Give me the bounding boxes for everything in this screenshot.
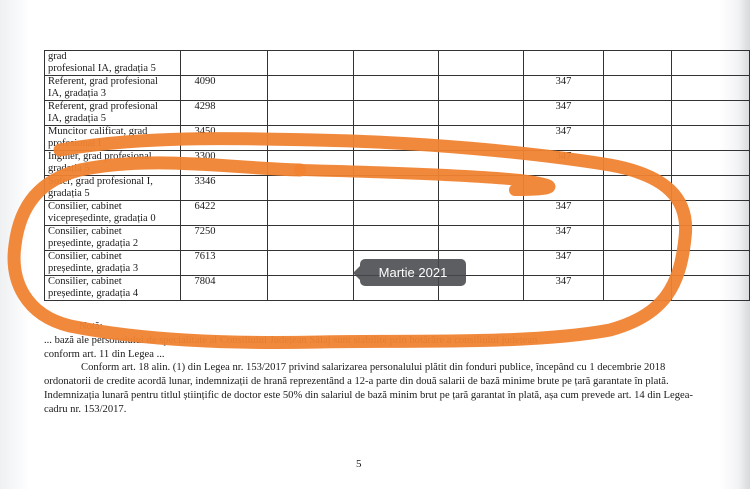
table-row <box>45 176 750 201</box>
empty-cell <box>353 126 438 151</box>
amount-cell: 347 <box>524 101 604 126</box>
salary-cell: 7804 <box>180 276 268 301</box>
function-cell: Consilier, cabinet vicepreședinte, gradația 0 <box>45 201 181 226</box>
page-number: 5 <box>356 458 362 470</box>
empty-cell <box>438 101 523 126</box>
empty-cell <box>353 51 438 76</box>
empty-cell <box>603 76 671 101</box>
empty-cell <box>268 126 353 151</box>
empty-cell <box>268 226 353 251</box>
amount-cell <box>524 176 604 201</box>
empty-cell <box>603 201 671 226</box>
table-row <box>45 151 750 176</box>
function-cell: grad profesional IA, gradația 5 <box>45 51 181 76</box>
note-label: Notă: <box>79 321 103 332</box>
empty-cell <box>353 151 438 176</box>
function-cell: Consilier, cabinet președinte, gradația 3 <box>45 251 181 276</box>
function-cell: Referent, grad profesional IA, gradația 3 <box>45 76 181 101</box>
empty-cell <box>438 76 523 101</box>
note-line-2: conform art. 11 din Legea ... <box>44 348 165 360</box>
salary-cell <box>180 51 268 76</box>
empty-cell <box>603 101 671 126</box>
note-line-1: ... bază ale personalului de specialitate al Consiliului Județean Sălaj sunt stabilite prin hotărâre a consiliului județean <box>44 334 538 346</box>
empty-cell <box>353 76 438 101</box>
empty-cell <box>603 151 671 176</box>
salary-cell: 7250 <box>180 226 268 251</box>
empty-cell <box>268 151 353 176</box>
salary-cell: 7613 <box>180 251 268 276</box>
empty-cell <box>438 126 523 151</box>
empty-cell <box>268 201 353 226</box>
note-paragraph: Conform art. 18 alin. (1) din Legea nr. 153/2017 privind salarizarea personalului plătit din fonduri publice, începând cu 1 decembrie 2018 ordonatorii de credite acordă lunar, indemnizații de hrană reprezentând a 12-a parte din două salarii de bază minime brute pe țară garantate în plată. Indemnizația lunară pentru titlul științific de doctor este 50% din salariul de bază minim brut pe țară garantat în plată, așa cum prevede art. 14 din Legea-cadru nr. 153/2017. <box>44 362 693 415</box>
salary-cell: 3450 <box>180 126 268 151</box>
empty-cell <box>268 176 353 201</box>
function-cell: Șofer, grad profesional I, gradația 5 <box>45 176 181 201</box>
amount-cell: 347 <box>524 201 604 226</box>
function-cell: Consilier, cabinet președinte, gradația 4 <box>45 276 181 301</box>
empty-cell <box>603 276 671 301</box>
table-row <box>45 51 750 76</box>
function-cell: Consilier, cabinet președinte, gradația 2 <box>45 226 181 251</box>
table-row <box>45 76 750 101</box>
salary-cell: 3300 <box>180 151 268 176</box>
amount-cell: 347 <box>524 276 604 301</box>
empty-cell <box>438 201 523 226</box>
empty-cell <box>353 201 438 226</box>
empty-cell <box>268 276 353 301</box>
amount-cell: 347 <box>524 151 604 176</box>
empty-cell <box>268 251 353 276</box>
empty-cell <box>603 51 671 76</box>
empty-cell <box>438 176 523 201</box>
function-cell: Inginer, grad profesional gradația 5 <box>45 151 181 176</box>
empty-cell <box>603 176 671 201</box>
function-cell: Referent, grad profesional IA, gradația 5 <box>45 101 181 126</box>
empty-cell <box>603 126 671 151</box>
empty-cell <box>353 176 438 201</box>
amount-cell: 347 <box>524 76 604 101</box>
amount-cell: 347 <box>524 251 604 276</box>
table-row <box>45 226 750 251</box>
empty-cell <box>353 101 438 126</box>
empty-cell <box>438 151 523 176</box>
amount-cell <box>524 51 604 76</box>
amount-cell: 347 <box>524 226 604 251</box>
notes-section <box>44 320 694 417</box>
salary-cell: 4298 <box>180 101 268 126</box>
function-cell: Muncitor calificat, grad profesional I <box>45 126 181 151</box>
empty-cell <box>438 226 523 251</box>
empty-cell <box>268 76 353 101</box>
salary-cell: 3346 <box>180 176 268 201</box>
tooltip-arrow <box>353 266 360 280</box>
salary-cell: 6422 <box>180 201 268 226</box>
empty-cell <box>603 226 671 251</box>
empty-cell <box>438 51 523 76</box>
tooltip-label: Martie 2021 <box>378 265 448 280</box>
empty-cell <box>603 251 671 276</box>
empty-cell <box>353 226 438 251</box>
date-tooltip <box>360 259 466 286</box>
table-row <box>45 101 750 126</box>
salary-cell: 4090 <box>180 76 268 101</box>
empty-cell <box>268 101 353 126</box>
page-edge-shadow <box>738 0 750 489</box>
table-row <box>45 126 750 151</box>
table-row <box>45 201 750 226</box>
empty-cell <box>268 51 353 76</box>
amount-cell: 347 <box>524 126 604 151</box>
